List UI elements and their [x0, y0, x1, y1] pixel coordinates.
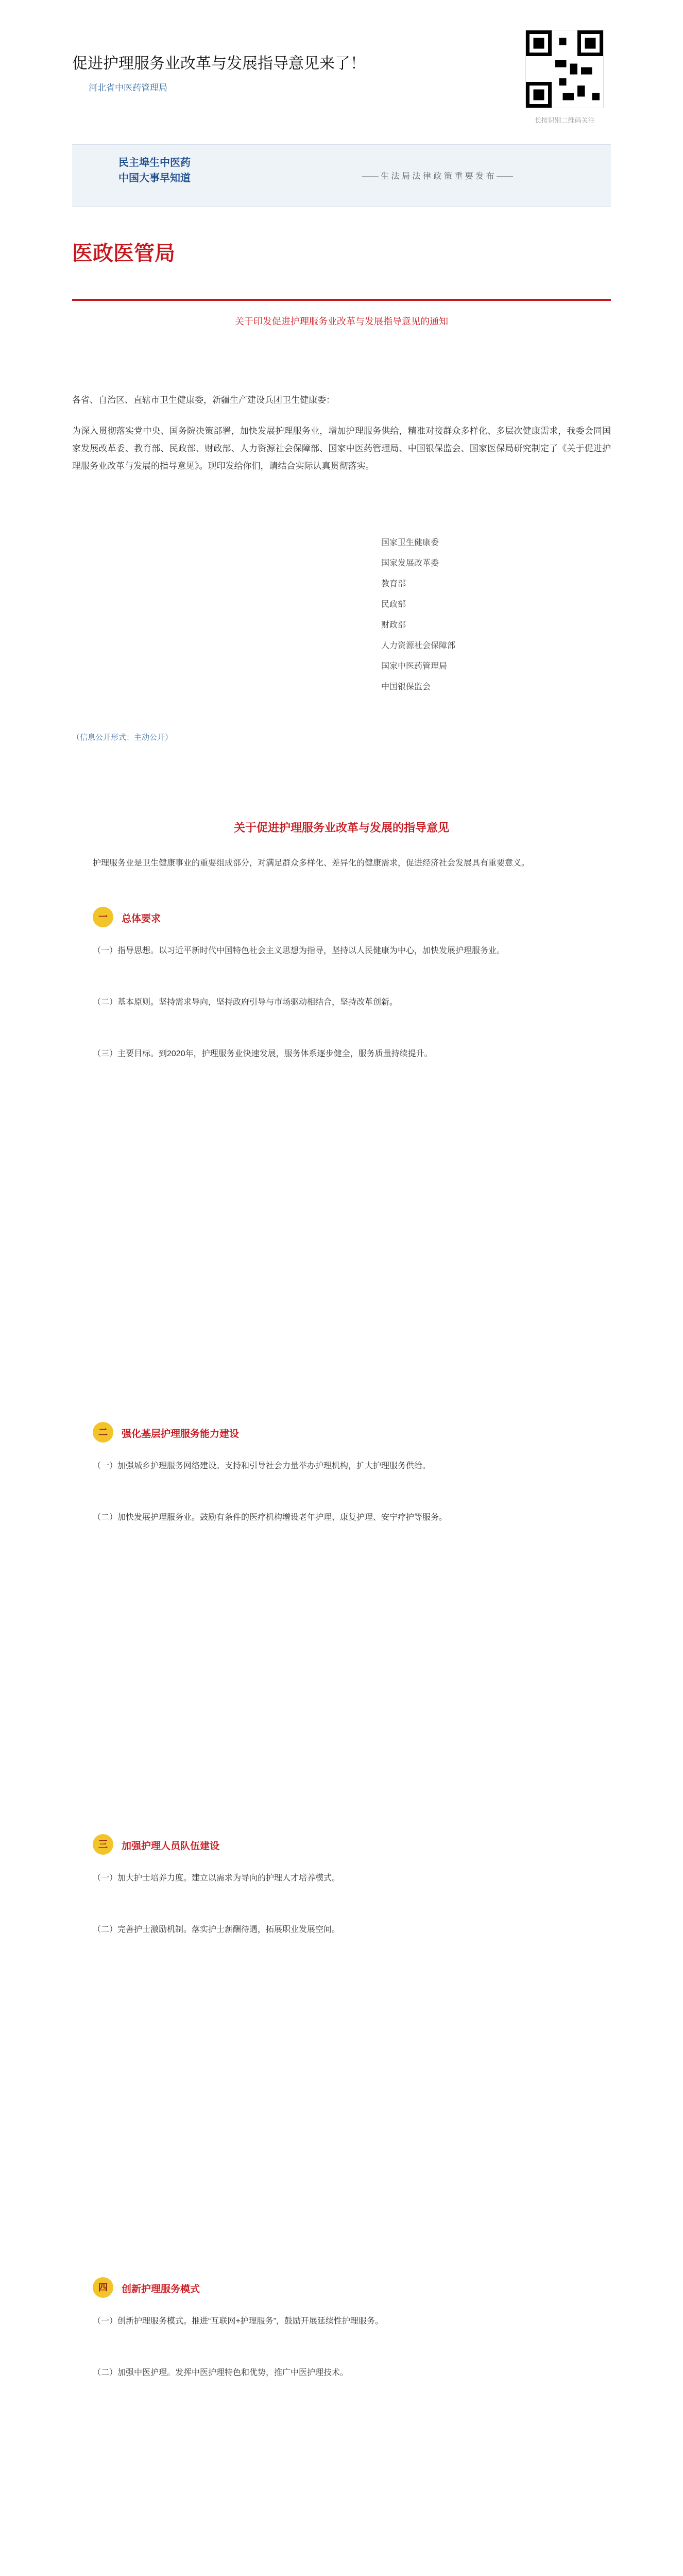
signature-5: 财政部 [381, 621, 406, 630]
section-3 [93, 1834, 590, 1857]
signature-8: 中国银保监会 [381, 683, 431, 691]
section-4 [93, 2277, 590, 2300]
article-title: 促进护理服务业改革与发展指导意见来了！ [72, 55, 366, 72]
signature-1: 国家卫生健康委 [381, 538, 439, 547]
section-number-badge: 四 [93, 2277, 113, 2298]
section-2 [93, 1422, 590, 1445]
banner-right: —— 生 法 局 法 律 政 策 重 要 发 布 —— [362, 172, 513, 181]
banner-line-1: 民主埠生中医药 [118, 157, 191, 168]
account-link[interactable]: 河北省中医药管理局 [89, 83, 167, 93]
section-4-text-2: （二）加强中医护理。发挥中医护理特色和优势，推广中医护理技术。 [93, 2368, 349, 2377]
qr-code-box [518, 30, 611, 125]
section-number-badge: 二 [93, 1422, 113, 1443]
doc-title: 关于促进护理服务业改革与发展的指导意见 [233, 821, 449, 834]
section-1-text-2: （二）基本原则。坚持需求导向，坚持政府引导与市场驱动相结合，坚持改革创新。 [93, 998, 398, 1007]
article-header [72, 0, 611, 144]
qr-caption: 长按识别二维码关注 [534, 116, 595, 124]
qr-code-icon [525, 30, 604, 108]
notice-title: 关于印发促进护理服务业改革与发展指导意见的通知 [235, 316, 448, 327]
signature-3: 教育部 [381, 580, 406, 588]
section-1 [93, 907, 590, 929]
paragraph-1: 各省、自治区、直辖市卫生健康委，新疆生产建设兵团卫生健康委： [72, 395, 335, 405]
section-1-text-1: （一）指导思想。以习近平新时代中国特色社会主义思想为指导，坚持以人民健康为中心，加快发展护理服务业。 [93, 946, 505, 955]
section-3-text-1: （一）加大护士培养力度。建立以需求为导向的护理人才培养模式。 [93, 1874, 340, 1883]
doc-intro: 护理服务业是卫生健康事业的重要组成部分，对满足群众多样化、差异化的健康需求，促进经济社会发展具有重要意义。 [93, 859, 530, 868]
article-meta [72, 80, 176, 93]
signature-2: 国家发展改革委 [381, 559, 439, 568]
section-2-text-2: （二）加快发展护理服务业。鼓励有条件的医疗机构增设老年护理、康复护理、安宁疗护等服务。 [93, 1513, 448, 1522]
section-number-badge: 一 [93, 907, 113, 927]
section-3-text-2: （二）完善护士激励机制。落实护士薪酬待遇，拓展职业发展空间。 [93, 1925, 340, 1934]
brand-header [72, 227, 611, 301]
paragraph-2: 为深入贯彻落实党中央、国务院决策部署，加快发展护理服务业，增加护理服务供给，精准对接群众多样化、多层次健康需求，我委会同国家发展改革委、教育部、民政部、财政部、人力资源社会保障部、国家中医药管理局、中国银保监会、国家医保局研究制定了《关于促进护理服务业改革与发展的指导意见》。现印发给你们，请结合实际认真贯彻落实。 [72, 426, 611, 471]
brand-logo: 医政医管局 [72, 242, 175, 265]
signature-6: 人力资源社会保障部 [381, 641, 456, 650]
section-4-text-1: （一）创新护理服务模式。推进“互联网+护理服务”，鼓励开展延续性护理服务。 [93, 2317, 384, 2326]
signature-7: 国家中医药管理局 [381, 662, 448, 671]
signature-4: 民政部 [381, 600, 406, 609]
section-label: 加强护理人员队伍建设 [122, 1841, 220, 1852]
section-number-badge: 三 [93, 1834, 113, 1855]
banner-line-2: 中国大事早知道 [118, 173, 191, 184]
section-label: 强化基层护理服务能力建设 [122, 1429, 240, 1439]
top-banner [72, 144, 611, 207]
section-label: 创新护理服务模式 [122, 2284, 200, 2295]
disclosure-note: （信息公开形式：主动公开） [72, 733, 173, 742]
section-1-text-3: （三）主要目标。到2020年，护理服务业快速发展，服务体系逐步健全，服务质量持续提升。 [93, 1049, 433, 1058]
banner-left [118, 155, 191, 186]
section-label: 总体要求 [122, 913, 161, 924]
section-2-text-1: （一）加强城乡护理服务网络建设。支持和引导社会力量举办护理机构，扩大护理服务供给。 [93, 1462, 431, 1470]
